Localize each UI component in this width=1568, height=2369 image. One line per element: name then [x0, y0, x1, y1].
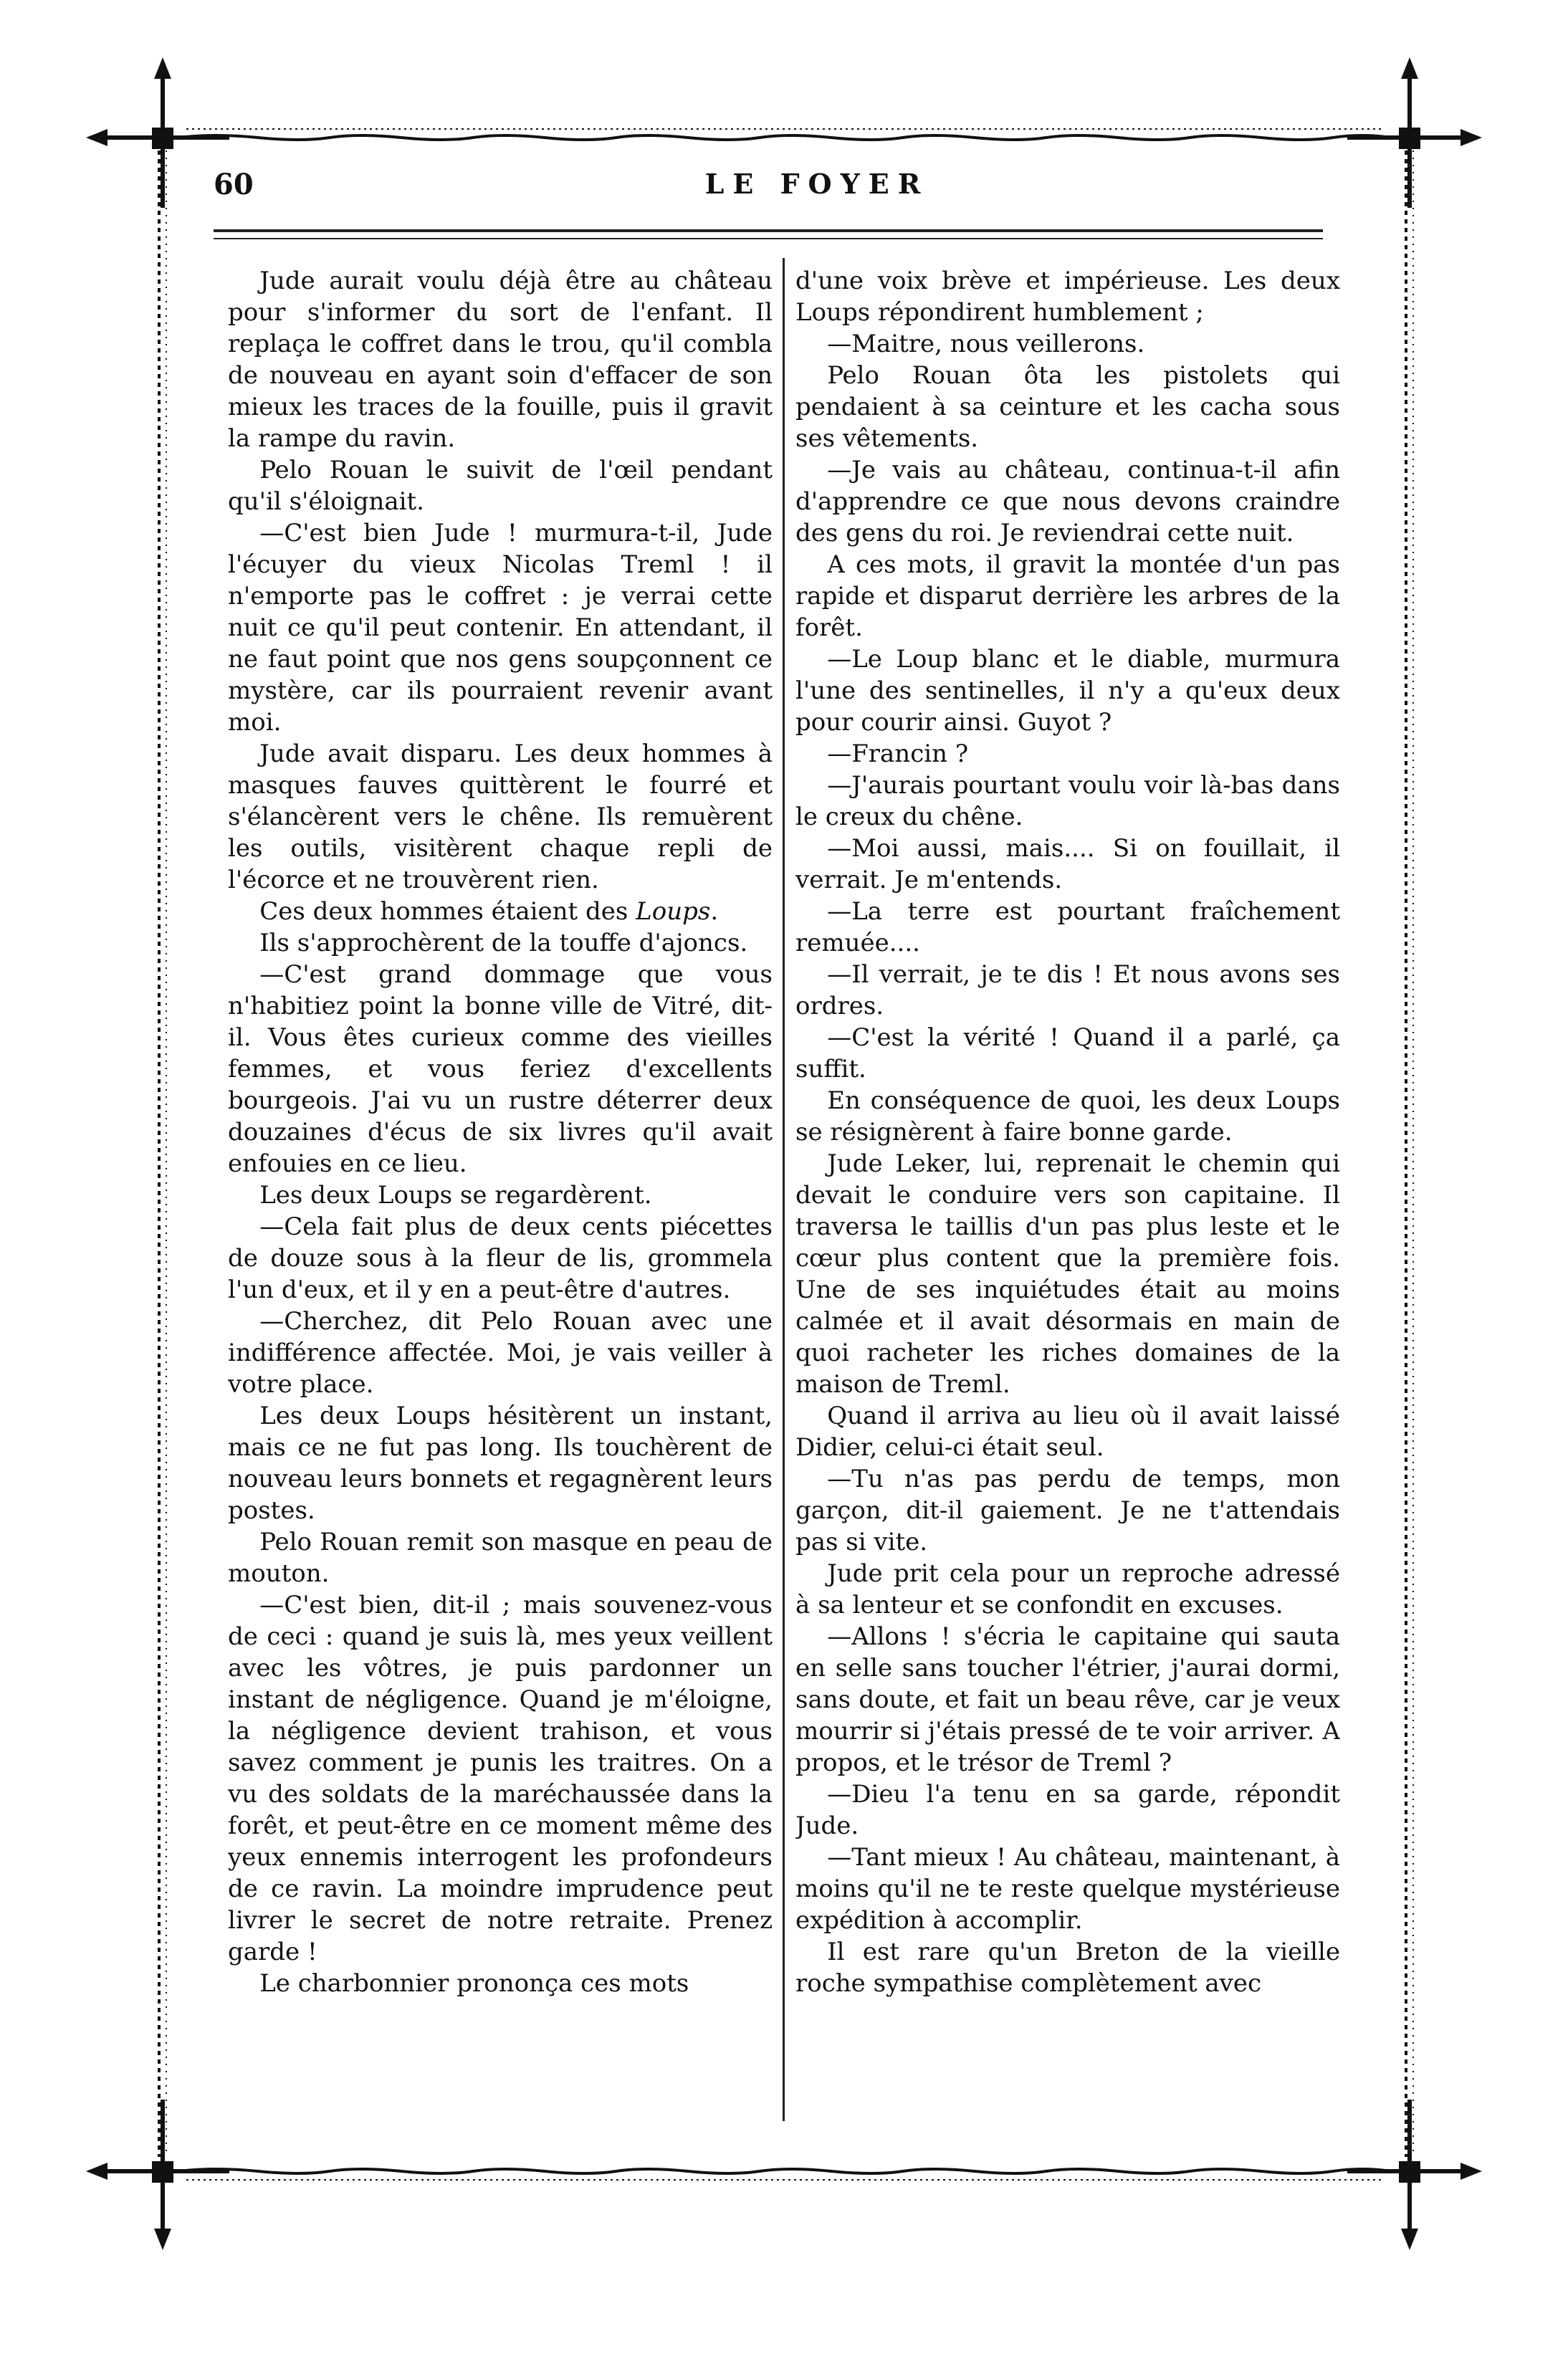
paragraph: —C'est grand dommage que vous n'habitiez point la bonne ville de Vitré, dit-il. Vous êtes curieux comme des vieilles femmes, et vous feriez d'excellents bourgeois. J'ai vu un rustre déterrer deux douzaines d'écus de six livres qu'il avait enfouies en ce lieu.	[228, 960, 773, 1178]
paragraph: —Il verrait, je te dis ! Et nous avons ses ordres.	[795, 960, 1340, 1020]
paragraph: —Francin ?	[827, 740, 969, 768]
paragraph: —Tu n'as pas perdu de temps, mon garçon, dit-il gaiement. Je ne t'attendais pas si vite.	[795, 1465, 1340, 1556]
paragraph: —Allons ! s'écria le capitaine qui sauta en selle sans toucher l'étrier, j'aurai dormi, sans doute, et fait un beau rêve, car je veux mourrir si j'étais pressé de te voir arriver. A propos, et le trésor de Treml ?	[795, 1622, 1340, 1777]
paragraph: Pelo Rouan le suivit de l'œil pendant qu'il s'éloignait.	[228, 456, 773, 516]
paragraph: Il est rare qu'un Breton de la vieille roche sympathise complètement avec	[795, 1938, 1340, 1998]
header-rule-thin	[214, 238, 1323, 239]
paragraph: —Maitre, nous veillerons.	[827, 330, 1145, 358]
paragraph	[228, 896, 773, 927]
paragraph: Jude aurait voulu déjà être au château pour s'informer du sort de l'enfant. Il replaça le coffret dans le trou, qu'il combla de nouveau en ayant soin d'effacer de son mieux les traces de la fouille, puis il gravit la rampe du ravin.	[228, 267, 773, 453]
paragraph: —C'est la vérité ! Quand il a parlé, ça suffit.	[795, 1023, 1340, 1083]
paragraph: Jude Leker, lui, reprenait le chemin qui devait le conduire vers son capitaine. Il traversa le taillis d'un pas plus leste et le cœur plus content que la première fois. Une de ses inquiétudes était au moins calmée et il avait désormais en main de quoi racheter les riches domaines de la maison de Treml.	[795, 1149, 1340, 1399]
text-column-left	[228, 265, 773, 2128]
paragraph: —C'est bien Jude ! murmura-t-il, Jude l'écuyer du vieux Nicolas Treml ! il n'emporte pas le coffret : je verrai cette nuit ce qu'il peut contenir. En attendant, il ne faut point que nos gens soupçonnent ce mystère, car ils pourraient revenir avant moi.	[228, 519, 773, 737]
paragraph: —La terre est pourtant fraîchement remuée....	[795, 897, 1340, 957]
paragraph: Quand il arriva au lieu où il avait laissé Didier, celui-ci était seul.	[795, 1402, 1340, 1462]
paragraph: —Cherchez, dit Pelo Rouan avec une indifférence affectée. Moi, je vais veiller à votre place.	[228, 1307, 773, 1399]
paragraph: Jude prit cela pour un reproche adressé à sa lenteur et se confondit en excuses.	[795, 1559, 1340, 1619]
header-rule	[214, 229, 1323, 232]
paragraph: —Le Loup blanc et le diable, murmura l'une des sentinelles, il n'y a qu'eux deux pour courir ainsi. Guyot ?	[795, 645, 1340, 737]
paragraph: —Tant mieux ! Au château, maintenant, à moins qu'il ne te reste quelque mystérieuse expédition à accomplir.	[795, 1843, 1340, 1935]
paragraph-text: Ces deux hommes étaient des	[259, 897, 636, 926]
running-title: LE FOYER	[704, 168, 929, 200]
paragraph: —J'aurais pourtant voulu voir là-bas dans le creux du chêne.	[795, 771, 1340, 831]
paragraph: En conséquence de quoi, les deux Loups se résignèrent à faire bonne garde.	[795, 1086, 1340, 1147]
paragraph: Le charbonnier prononça ces mots	[259, 1969, 689, 1998]
paragraph: Pelo Rouan remit son masque en peau de mouton.	[228, 1528, 773, 1588]
paragraph: Les deux Loups se regardèrent.	[259, 1181, 652, 1210]
paragraph: —Cela fait plus de deux cents piécettes de douze sous à la fleur de lis, grommela l'un d'eux, et il y en a peut-être d'autres.	[228, 1212, 773, 1304]
italic-term: Loups	[636, 897, 711, 926]
text-column-right	[795, 265, 1340, 2128]
paragraph: Jude avait disparu. Les deux hommes à masques fauves quittèrent le fourré et s'élancèrent vers le chêne. Ils remuèrent les outils, visitèrent chaque repli de l'écorce et ne trouvèrent rien.	[228, 740, 773, 894]
page-number: 60	[214, 168, 254, 201]
paragraph: Pelo Rouan ôta les pistolets qui pendaient à sa ceinture et les cacha sous ses vêtements.	[795, 361, 1340, 453]
paragraph: Les deux Loups hésitèrent un instant, mais ce ne fut pas long. Ils touchèrent de nouveau leurs bonnets et regagnèrent leurs postes.	[228, 1402, 773, 1525]
paragraph-text: .	[710, 897, 719, 926]
paragraph: —Dieu l'a tenu en sa garde, répondit Jude.	[795, 1780, 1340, 1840]
paragraph: —C'est bien, dit-il ; mais souvenez-vous de ceci : quand je suis là, mes yeux veillent avec les vôtres, je puis pardonner un instant de négligence. Quand je m'éloigne, la négligence devient trahison, et vous savez comment je punis les traitres. On a vu des soldats de la maréchaussée dans la forêt, et peut-être en ce moment même des yeux ennemis interrogent les profondeurs de ce ravin. La moindre imprudence peut livrer le secret de notre retraite. Prenez garde !	[228, 1591, 773, 1966]
paragraph: —Je vais au château, continua-t-il afin d'apprendre ce que nous devons craindre des gens du roi. Je reviendrai cette nuit.	[795, 456, 1340, 547]
paragraph: d'une voix brève et impérieuse. Les deux Loups répondirent humblement ;	[795, 267, 1340, 327]
paragraph: Ils s'approchèrent de la touffe d'ajoncs.	[259, 929, 748, 957]
paragraph: A ces mots, il gravit la montée d'un pas rapide et disparut derrière les arbres de la forêt.	[795, 550, 1340, 642]
column-divider	[783, 258, 785, 2121]
paragraph: —Moi aussi, mais.... Si on fouillait, il verrait. Je m'entends.	[795, 834, 1340, 894]
